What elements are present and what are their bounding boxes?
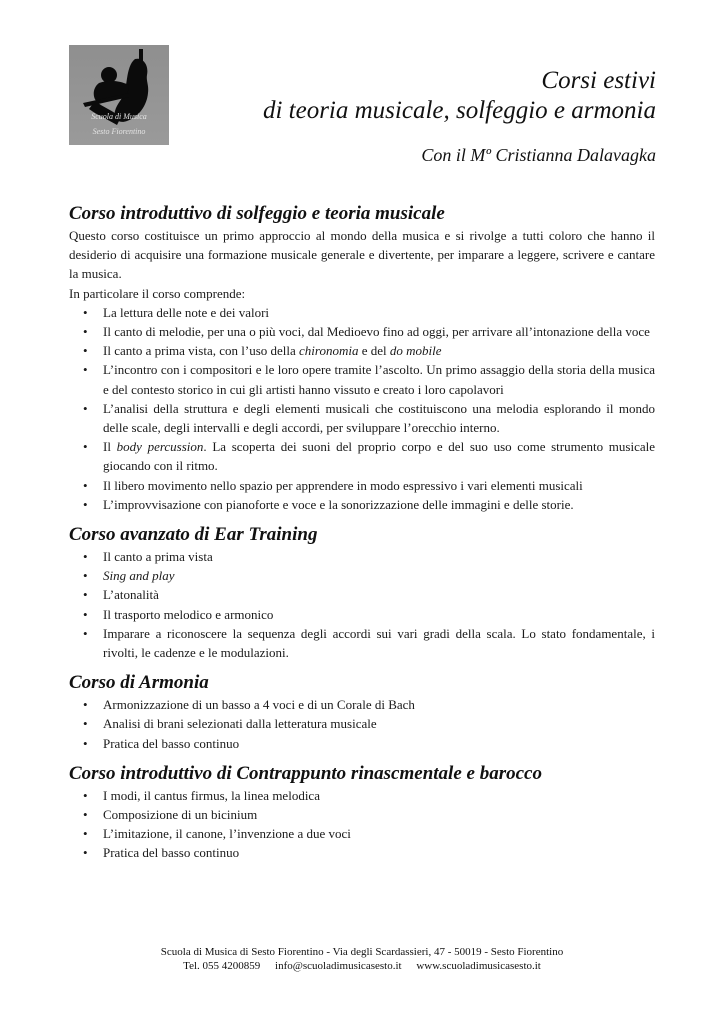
list-item: • Il libero movimento nello spazio per apprendere in modo espressivo i vari elementi musicali bbox=[69, 476, 655, 495]
page-footer bbox=[0, 945, 724, 973]
list-item: • Armonizzazione di un basso a 4 voci e di un Corale di Bach bbox=[69, 695, 655, 714]
list-item bbox=[69, 566, 655, 585]
section-title-solfeggio: Corso introduttivo di solfeggio e teoria musicale bbox=[69, 203, 445, 224]
footer-address: Scuola di Musica di Sesto Fiorentino - Via degli Scardassieri, 47 - 50019 - Sesto Fiorentino bbox=[160, 946, 564, 958]
list-item: • La lettura delle note e dei valori bbox=[69, 303, 655, 322]
school-logo bbox=[69, 45, 169, 145]
list-item-emphasis: body percussion bbox=[116, 439, 204, 455]
list-item: • I modi, il cantus firmus, la linea melodica bbox=[69, 786, 655, 805]
section-intro: Questo corso costituisce un primo approccio al mondo della musica e si rivolge a tutti coloro che hanno il desiderio di acquisire una formazione musicale generale e divertente, per imparare a leggere, scrivere e cantare la musica. bbox=[69, 228, 655, 282]
footer-contacts bbox=[0, 959, 724, 973]
list-item: • Il trasporto melodico e armonico bbox=[69, 605, 655, 624]
list-item-text: Il canto a prima vista, con l’uso della bbox=[103, 343, 300, 359]
list-item-text: . La scoperta dei suoni del proprio corpo e del suo uso come strumento musicale giocando con il ritmo. bbox=[103, 439, 655, 474]
logo-text-line1: Scuola di Musica bbox=[91, 112, 147, 121]
list-item-emphasis: Sing and play bbox=[103, 568, 175, 584]
list-item: • Imparare a riconoscere la sequenza degli accordi sui vari gradi della scala. Lo stato fondamentale, i rivolti, le cadenze e le modulazioni. bbox=[69, 624, 655, 662]
list-item: • L’atonalità bbox=[69, 585, 655, 604]
list-item-emphasis: chironomia bbox=[299, 343, 359, 359]
footer-website[interactable]: www.scuoladimusicasesto.it bbox=[416, 960, 541, 972]
list-item: • Il canto a prima vista bbox=[69, 547, 655, 566]
page-title bbox=[263, 66, 656, 126]
list-item bbox=[69, 437, 655, 475]
list-item-text: Il bbox=[103, 439, 117, 455]
armonia-list bbox=[69, 695, 655, 753]
section-title-ear-training: Corso avanzato di Ear Training bbox=[69, 524, 318, 546]
contrappunto-list bbox=[69, 786, 655, 863]
list-item bbox=[69, 341, 655, 360]
footer-email[interactable]: info@scuoladimusicasesto.it bbox=[275, 960, 402, 972]
list-item: • Composizione di un bicinium bbox=[69, 805, 655, 824]
solfeggio-list bbox=[69, 303, 655, 514]
title-line2: di teoria musicale, solfeggio e armonia bbox=[262, 97, 656, 124]
ear-training-list bbox=[69, 547, 655, 662]
list-item: • L’incontro con i compositori e le loro opere tramite l’ascolto. Un primo assaggio della storia della musica e del contesto storico in cui gli artisti hanno vissuto e creato i loro capolavori bbox=[69, 360, 655, 398]
document-body bbox=[69, 202, 655, 863]
title-line1: Corsi estivi bbox=[541, 67, 656, 94]
list-item-text: e del bbox=[358, 343, 390, 359]
list-item-emphasis: do mobile bbox=[389, 343, 442, 359]
logo-text-line2: Sesto Fiorentino bbox=[92, 127, 146, 136]
list-item: • L’improvvisazione con pianoforte e voce e la sonorizzazione delle immagini e delle storie. bbox=[69, 495, 655, 514]
list-item: • L’analisi della struttura e degli elementi musicali che costituiscono una melodia esplorando il mondo delle scale, degli intervalli e degli accordi, per sviluppare l’orecchio interno. bbox=[69, 399, 655, 437]
list-item: • Il canto di melodie, per una o più voci, dal Medioevo fino ad oggi, per arrivare all’intonazione della voce bbox=[69, 322, 655, 341]
list-item: • Pratica del basso continuo bbox=[69, 734, 655, 753]
footer-phone: Tel. 055 4200859 bbox=[183, 960, 261, 972]
list-item: • Analisi di brani selezionati dalla letteratura musicale bbox=[69, 714, 655, 733]
teacher-subtitle: Con il Mº Cristianna Dalavagka bbox=[421, 145, 656, 165]
section-lead: In particolare il corso comprende: bbox=[69, 285, 246, 301]
list-item: • Pratica del basso continuo bbox=[69, 843, 655, 862]
list-item: • L’imitazione, il canone, l’invenzione a due voci bbox=[69, 824, 655, 843]
section-title-armonia: Corso di Armonia bbox=[69, 672, 209, 694]
section-title-contrappunto: Corso introduttivo di Contrappunto rinascmentale e barocco bbox=[69, 762, 542, 784]
